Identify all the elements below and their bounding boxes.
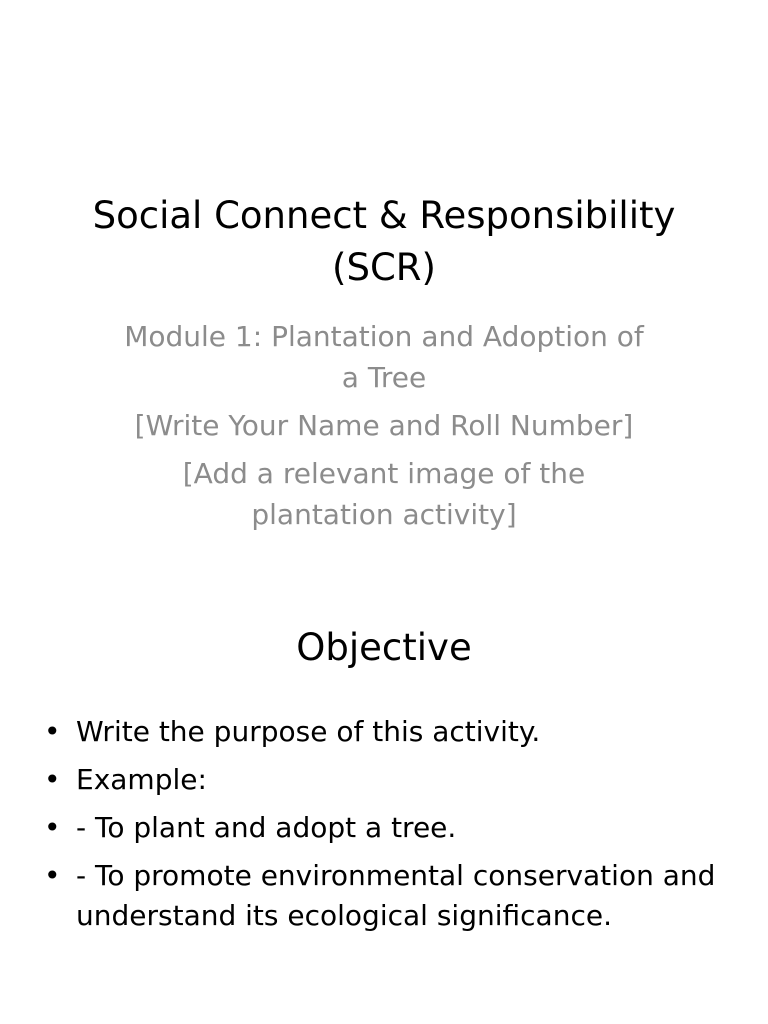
bullet-icon: •: [44, 763, 61, 796]
bullet-icon: •: [44, 859, 61, 892]
bullet-icon: •: [44, 811, 61, 844]
name-roll-placeholder: [Write Your Name and Roll Number]: [134, 409, 634, 442]
bullet-text: - To plant and adopt a tree.: [76, 811, 457, 844]
list-item: [40, 760, 730, 800]
objective-bullet-list: [40, 712, 730, 944]
title-slide: [0, 190, 768, 542]
bullet-text: Example:: [76, 763, 207, 796]
bullet-text: - To promote environmental conservation and understand its ecological significance.: [76, 859, 716, 932]
image-placeholder-note: [Add a relevant image of the plantation activity]: [182, 457, 586, 531]
objective-heading: Objective: [296, 626, 472, 669]
slide-subtitle: [0, 316, 768, 535]
list-item: [40, 808, 730, 848]
slide-title: Social Connect & Responsibility (SCR): [92, 194, 676, 289]
bullet-icon: •: [44, 715, 61, 748]
bullet-text: Write the purpose of this activity.: [76, 715, 541, 748]
module-name: Module 1: Plantation and Adoption of a Tree: [124, 320, 644, 394]
list-item: [40, 712, 730, 752]
list-item: [40, 856, 730, 936]
